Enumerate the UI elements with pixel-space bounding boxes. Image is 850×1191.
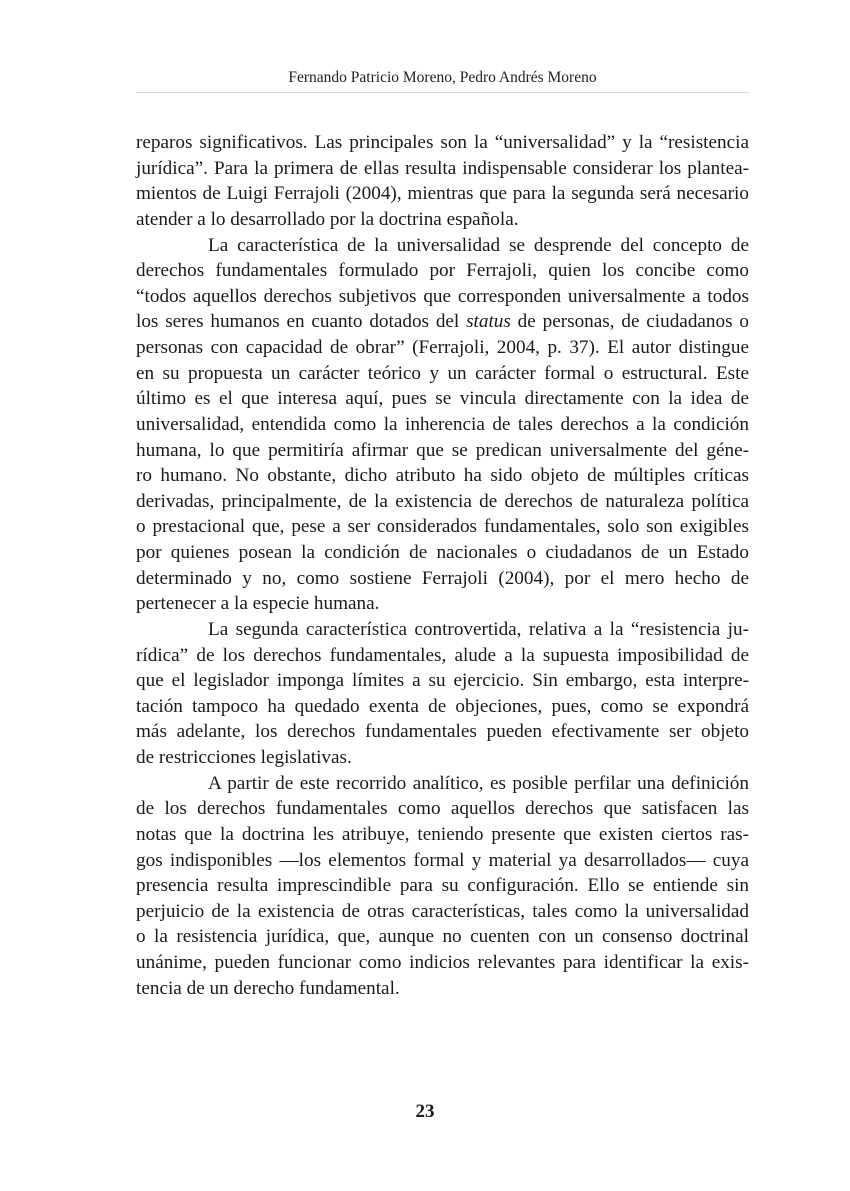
- text-line: determinado y no, como sostiene Ferrajoli (2004), por el mero hecho de: [136, 567, 749, 589]
- text-line: en su propuesta un carácter teórico y un carácter formal o estructural. Este: [136, 362, 749, 384]
- text-line: La segunda característica controvertida, relativa a la “resistencia ju-: [208, 618, 749, 640]
- text-line: perjuicio de la existencia de otras características, tales como la universalidad: [136, 900, 749, 922]
- text-line: derivadas, principalmente, de la existencia de derechos de naturaleza política: [136, 490, 749, 512]
- text-line: presencia resulta imprescindible para su configuración. Ello se entiende sin: [136, 875, 749, 897]
- page-number: 23: [415, 1101, 435, 1122]
- text-line: tación tampoco ha quedado exenta de objeciones, pues, como se expondrá: [136, 695, 749, 717]
- text-line: por quienes posean la condición de nacionales o ciudadanos de un Estado: [136, 542, 749, 563]
- text-line: reparos significativos. Las principales son la “universalidad” y la “resistencia: [136, 132, 749, 153]
- text-line: ro humano. No obstante, dicho atributo ha sido objeto de múltiples críticas: [136, 465, 749, 487]
- paragraph-2: [136, 233, 749, 617]
- paragraph-1: [136, 130, 749, 233]
- text-line: atender a lo desarrollado por la doctrina española.: [136, 208, 519, 230]
- text-line: universalidad, entendida como la inherencia de tales derechos a la condición: [136, 413, 749, 435]
- text-line: jurídica”. Para la primera de ellas resulta indispensable considerar los plantea-: [136, 157, 749, 179]
- text-line: más adelante, los derechos fundamentales pueden efectivamente ser objeto: [136, 721, 749, 743]
- text-run: de personas, de ciudadanos o: [510, 311, 749, 333]
- text-line: unánime, pueden funcionar como indicios relevantes para identificar la exis-: [136, 952, 749, 973]
- text-line: derechos fundamentales formulado por Ferrajoli, quien los concibe como: [136, 260, 749, 282]
- paragraph-4: [136, 771, 749, 1002]
- text-line-with-italic: [136, 309, 749, 335]
- text-line: La característica de la universalidad se desprende del concepto de: [208, 234, 749, 256]
- text-line: pertenecer a la especie humana.: [136, 593, 380, 615]
- text-line: o prestacional que, pese a ser considerados fundamentales, solo son exigibles: [136, 516, 749, 538]
- text-line: personas con capacidad de obrar” (Ferrajoli, 2004, p. 37). El autor distingue: [136, 337, 749, 358]
- text-line: de los derechos fundamentales como aquellos derechos que satisfacen las: [136, 798, 749, 820]
- text-line: humana, lo que permitiría afirmar que se predican universalmente del géne-: [136, 439, 749, 461]
- running-header: [136, 66, 749, 93]
- text-run: los seres humanos en cuanto dotados del: [136, 311, 467, 333]
- text-line: tencia de un derecho fundamental.: [136, 977, 400, 999]
- body-text: [136, 130, 749, 1001]
- text-line: de restricciones legislativas.: [136, 747, 352, 768]
- text-line: que el legislador imponga límites a su ejercicio. Sin embargo, esta interpre-: [136, 670, 749, 692]
- text-line: último es el que interesa aquí, pues se vincula directamente con la idea de: [136, 388, 749, 410]
- header-authors: Fernando Patricio Moreno, Pedro Andrés Moreno: [288, 69, 597, 86]
- text-line: gos indisponibles —los elementos formal y material ya desarrollados— cuya: [136, 849, 749, 871]
- paragraph-3: [136, 617, 749, 771]
- text-line: mientos de Luigi Ferrajoli (2004), mientras que para la segunda será necesario: [136, 183, 749, 205]
- text-line: A partir de este recorrido analítico, es posible perfilar una definición: [208, 772, 749, 794]
- text-line: “todos aquellos derechos subjetivos que corresponden universalmente a todos: [136, 285, 749, 307]
- text-line: o la resistencia jurídica, que, aunque no cuenten con un consenso doctrinal: [136, 926, 749, 948]
- text-line: rídica” de los derechos fundamentales, alude a la supuesta imposibilidad de: [136, 644, 749, 666]
- text-line: notas que la doctrina les atribuye, teniendo presente que existen ciertos ras-: [136, 823, 749, 845]
- italic-term: status: [466, 311, 511, 333]
